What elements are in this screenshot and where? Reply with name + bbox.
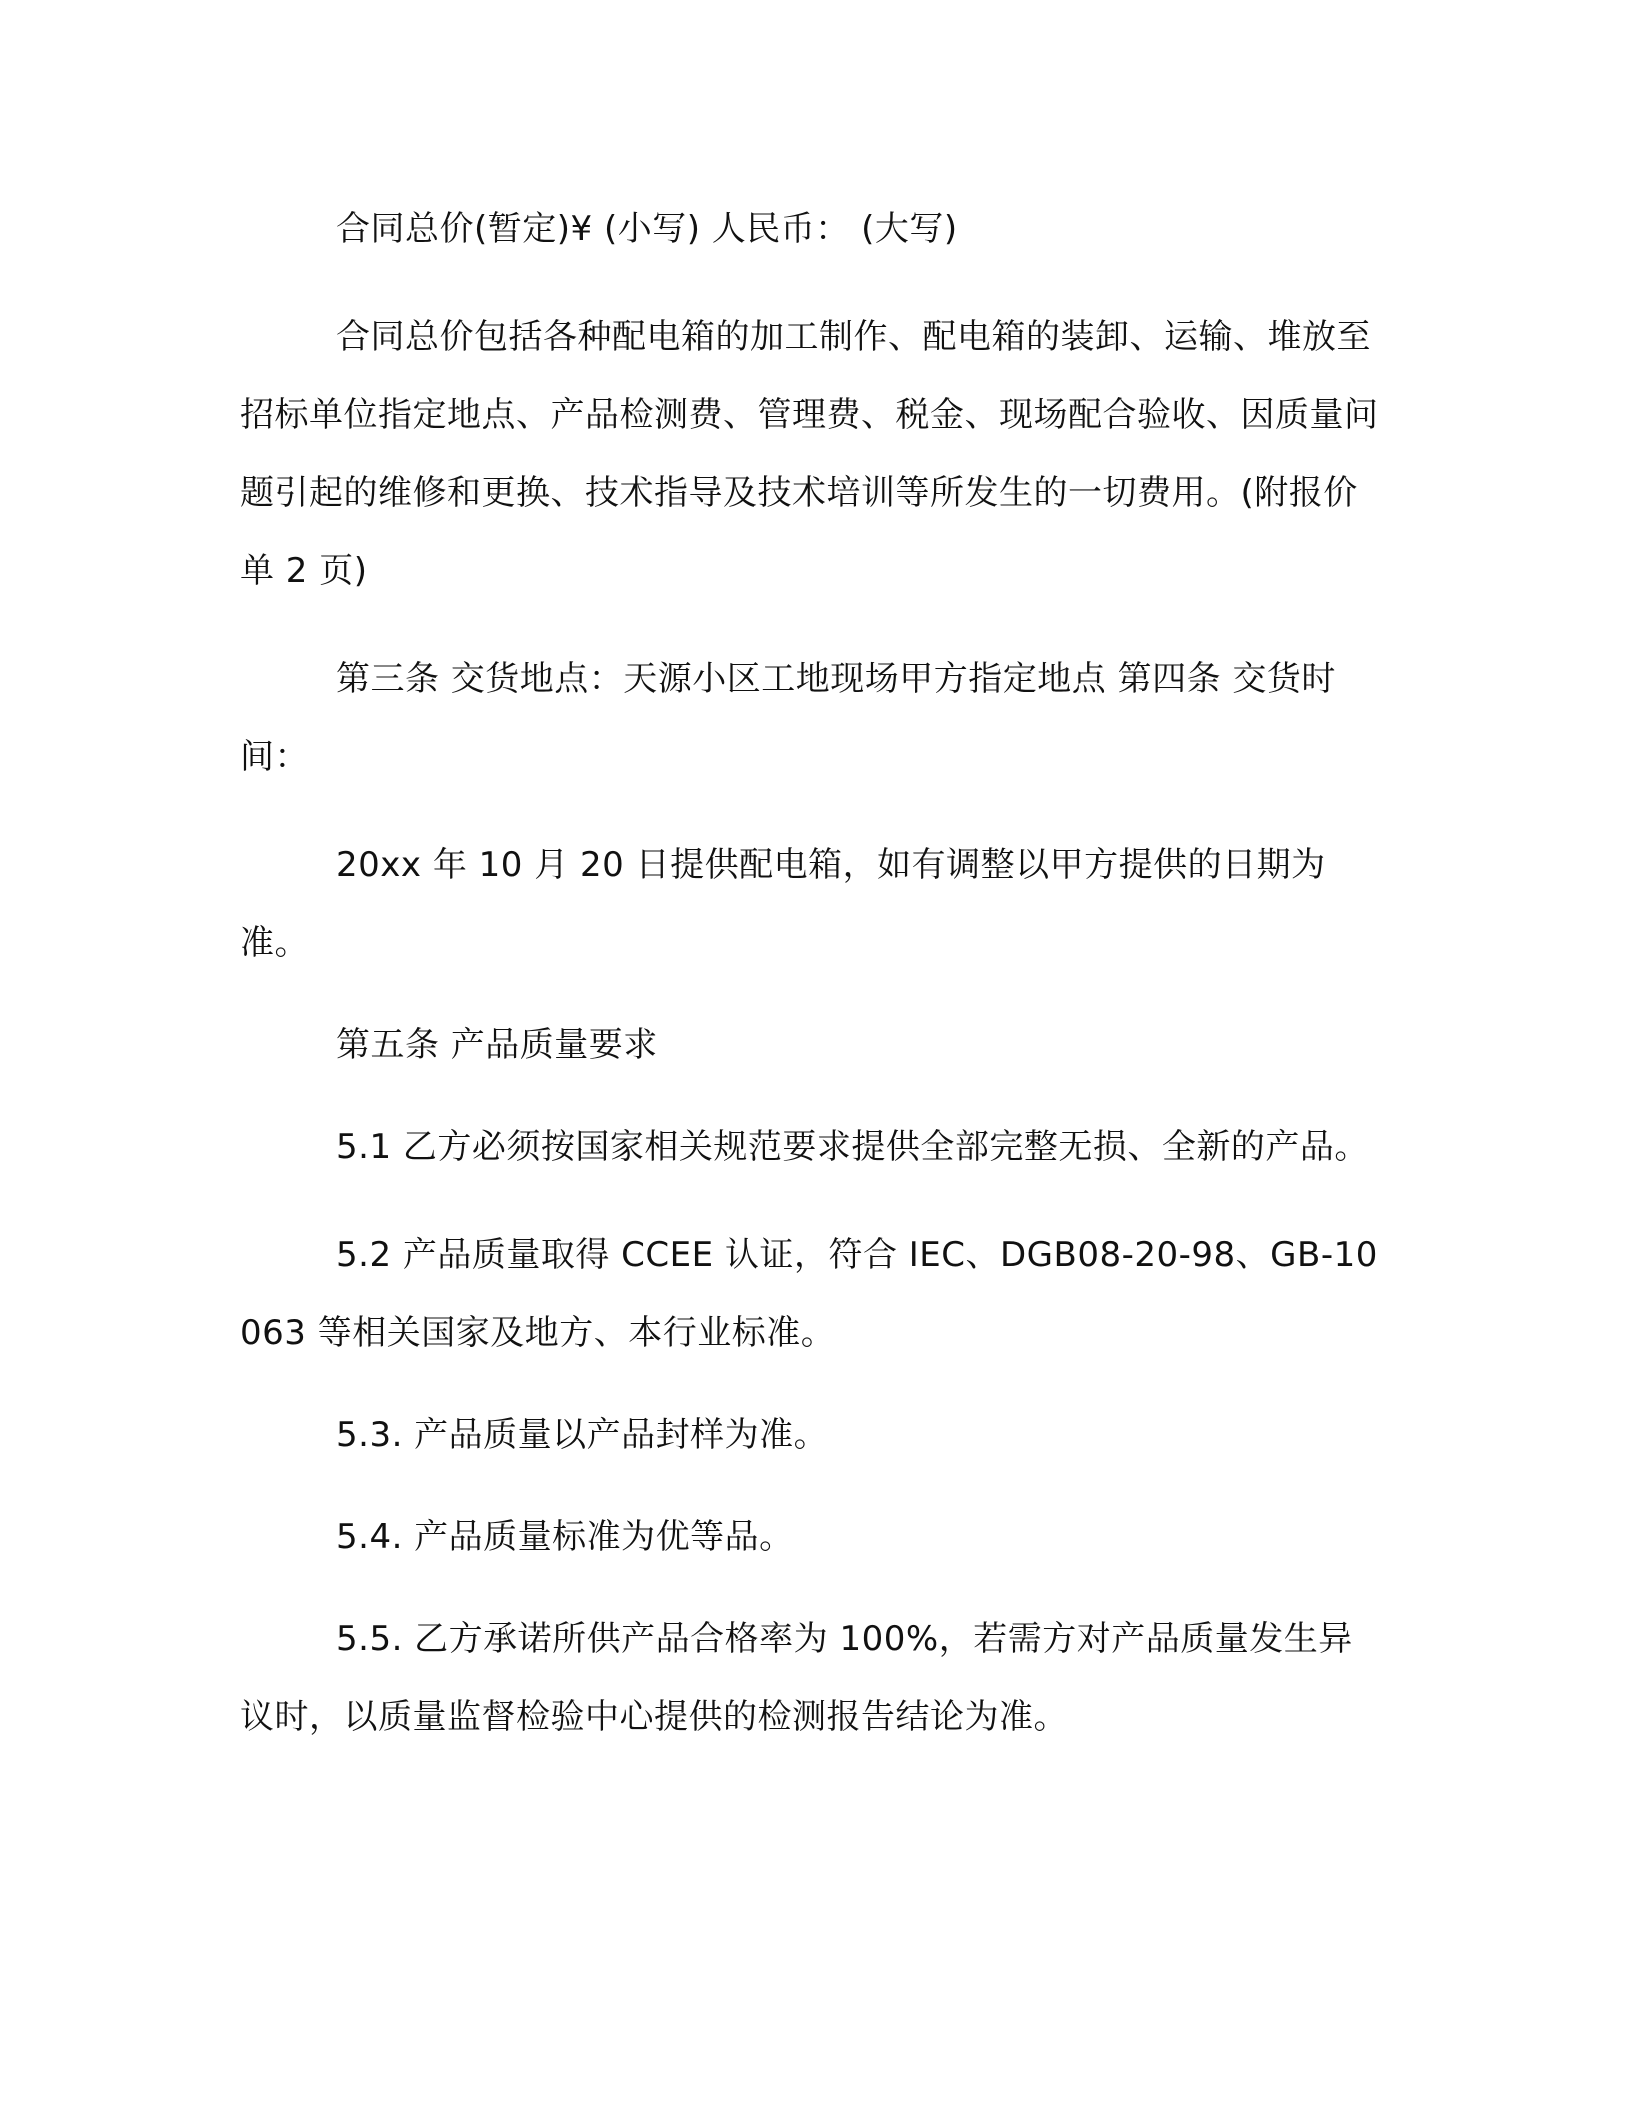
delivery-location-paragraph: 第三条 交货地点：天源小区工地现场甲方指定地点 第四条 交货时间： [240, 659, 1336, 777]
contract-price-scope-paragraph: 合同总价包括各种配电箱的加工制作、配电箱的装卸、运输、堆放至招标单位指定地点、产品检测费、管理费、税金、现场配合验收、因质量问题引起的维修和更换、技术指导及技术培训等所发生的一切费用。(附报价单 2 页) [240, 317, 1379, 591]
clause-5-4: 5.4. 产品质量标准为优等品。 [336, 1517, 794, 1557]
clause-5-1: 5.1 乙方必须按国家相关规范要求提供全部完整无损、全新的产品。 [336, 1127, 1369, 1167]
contract-price-line: 合同总价(暂定)¥ (小写) 人民币： (大写) [336, 209, 958, 249]
clause-5-5: 5.5. 乙方承诺所供产品合格率为 100%，若需方对产品质量发生异议时，以质量监督检验中心提供的检测报告结论为准。 [240, 1619, 1353, 1737]
clause-5-2: 5.2 产品质量取得 CCEE 认证，符合 IEC、DGB08-20-98、GB-10063 等相关国家及地方、本行业标准。 [240, 1235, 1378, 1353]
quality-requirements-heading: 第五条 产品质量要求 [336, 1025, 658, 1065]
clause-5-3: 5.3. 产品质量以产品封样为准。 [336, 1415, 829, 1455]
document-body [240, 190, 1380, 1756]
delivery-time-paragraph: 20xx 年 10 月 20 日提供配电箱，如有调整以甲方提供的日期为准。 [240, 845, 1326, 963]
